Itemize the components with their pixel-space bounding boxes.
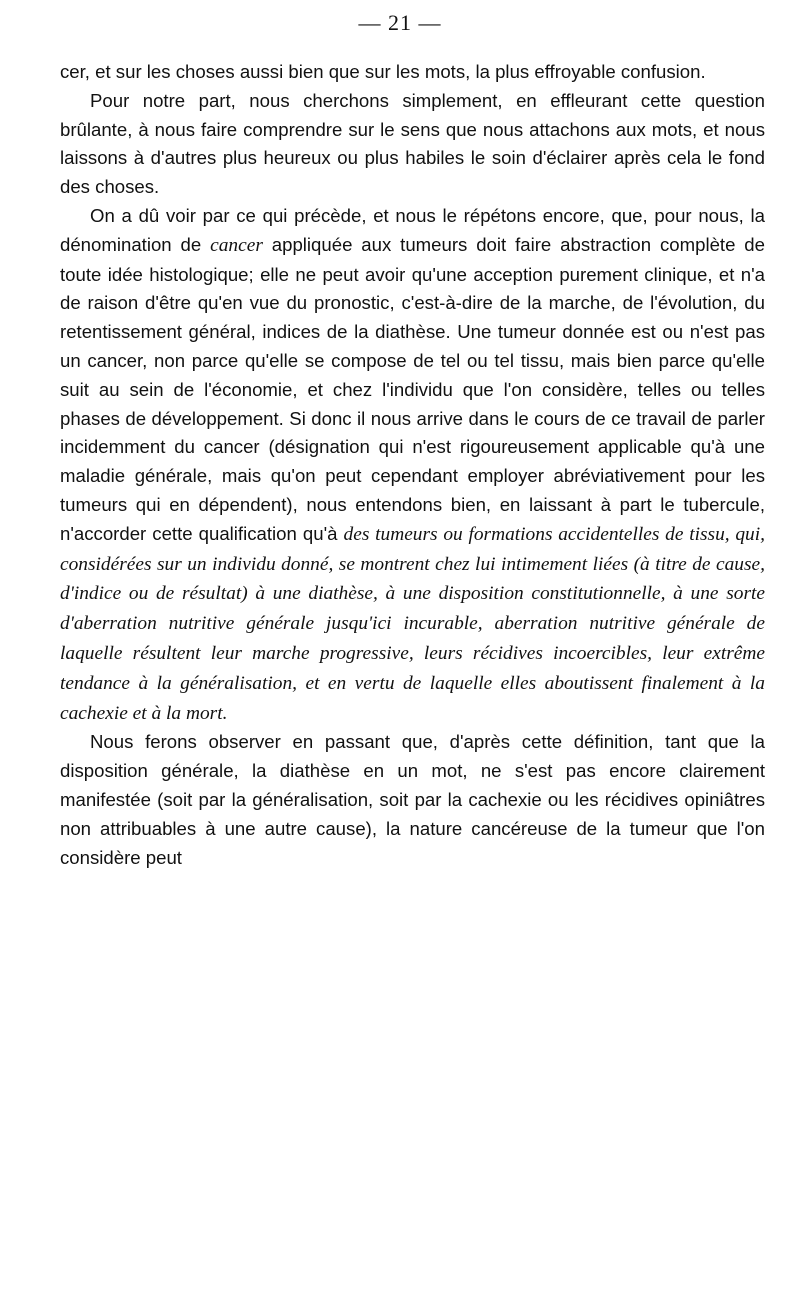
paragraph-text: appliquée aux tumeurs doit faire abstraction complète de toute idée histologique; elle ne peut avoir qu'une acception purement clinique, et n'a de raison d'être qu'en vue du pronostic, c'est-à-dire de la marche, de l'évolution, du retentissement général, indices de la diathèse. Une tumeur donnée est ou n'est pas un cancer, non parce qu'elle se compose de tel ou tel tissu, mais bien parce qu'elle suit au sein de l'économie, et chez l'individu que l'on considère, telles ou telles phases de développement. Si donc il nous arrive dans le cours de ce travail de parler incidemment du cancer (désignation qui n'est rigoureusement applicable qu'à une maladie générale, mais qu'on peut cependant employer abréviativement pour les tumeurs qui en dépendent), nous entendons bien, en laissant à part le tubercule, n'accorder cette qualification qu'à	[60, 233, 765, 544]
italic-definition: des tumeurs ou formations accidentelles de tissu, qui, considérées sur un individu donné, se montrent chez lui intimement liées (à titre de cause, d'indice ou de résultat) à une diathèse, à une disposition constitutionnelle, à une sorte d'aberration nutritive générale jusqu'ici incurable, aberration nutritive générale de laquelle résultent leur marche progressive, leurs récidives incoercibles, leur extrême tendance à la généralisation, et en vertu de laquelle elles aboutissent finalement à la cachexie et à la mort.	[60, 523, 765, 724]
page-body	[60, 58, 765, 872]
paragraph-notre-part: Pour notre part, nous cherchons simplement, en effleurant cette question brûlante, à nous faire comprendre sur le sens que nous attachons aux mots, et nous laissons à d'autres plus heureux ou plus habiles le soin d'éclairer après cela le fond des choses.	[60, 89, 765, 198]
page-number: — 21 —	[358, 10, 442, 35]
paragraph-continuation: cer, et sur les choses aussi bien que sur les mots, la plus effroyable confusion.	[60, 61, 706, 82]
paragraph-text: On a dû voir par ce qui précède, et nous le répétons encore, que, pour nous, la dénomination de	[60, 204, 765, 255]
paragraph-definition-cancer	[60, 202, 765, 728]
italic-term-cancer: cancer	[210, 234, 263, 256]
paragraph-observation: Nous ferons observer en passant que, d'après cette définition, tant que la disposition générale, la diathèse en un mot, ne s'est pas encore clairement manifestée (soit par la généralisation, soit par la cachexie ou les récidives opiniâtres non attribuables à une autre cause), la nature cancéreuse de la tumeur que l'on considère peut	[60, 731, 765, 868]
